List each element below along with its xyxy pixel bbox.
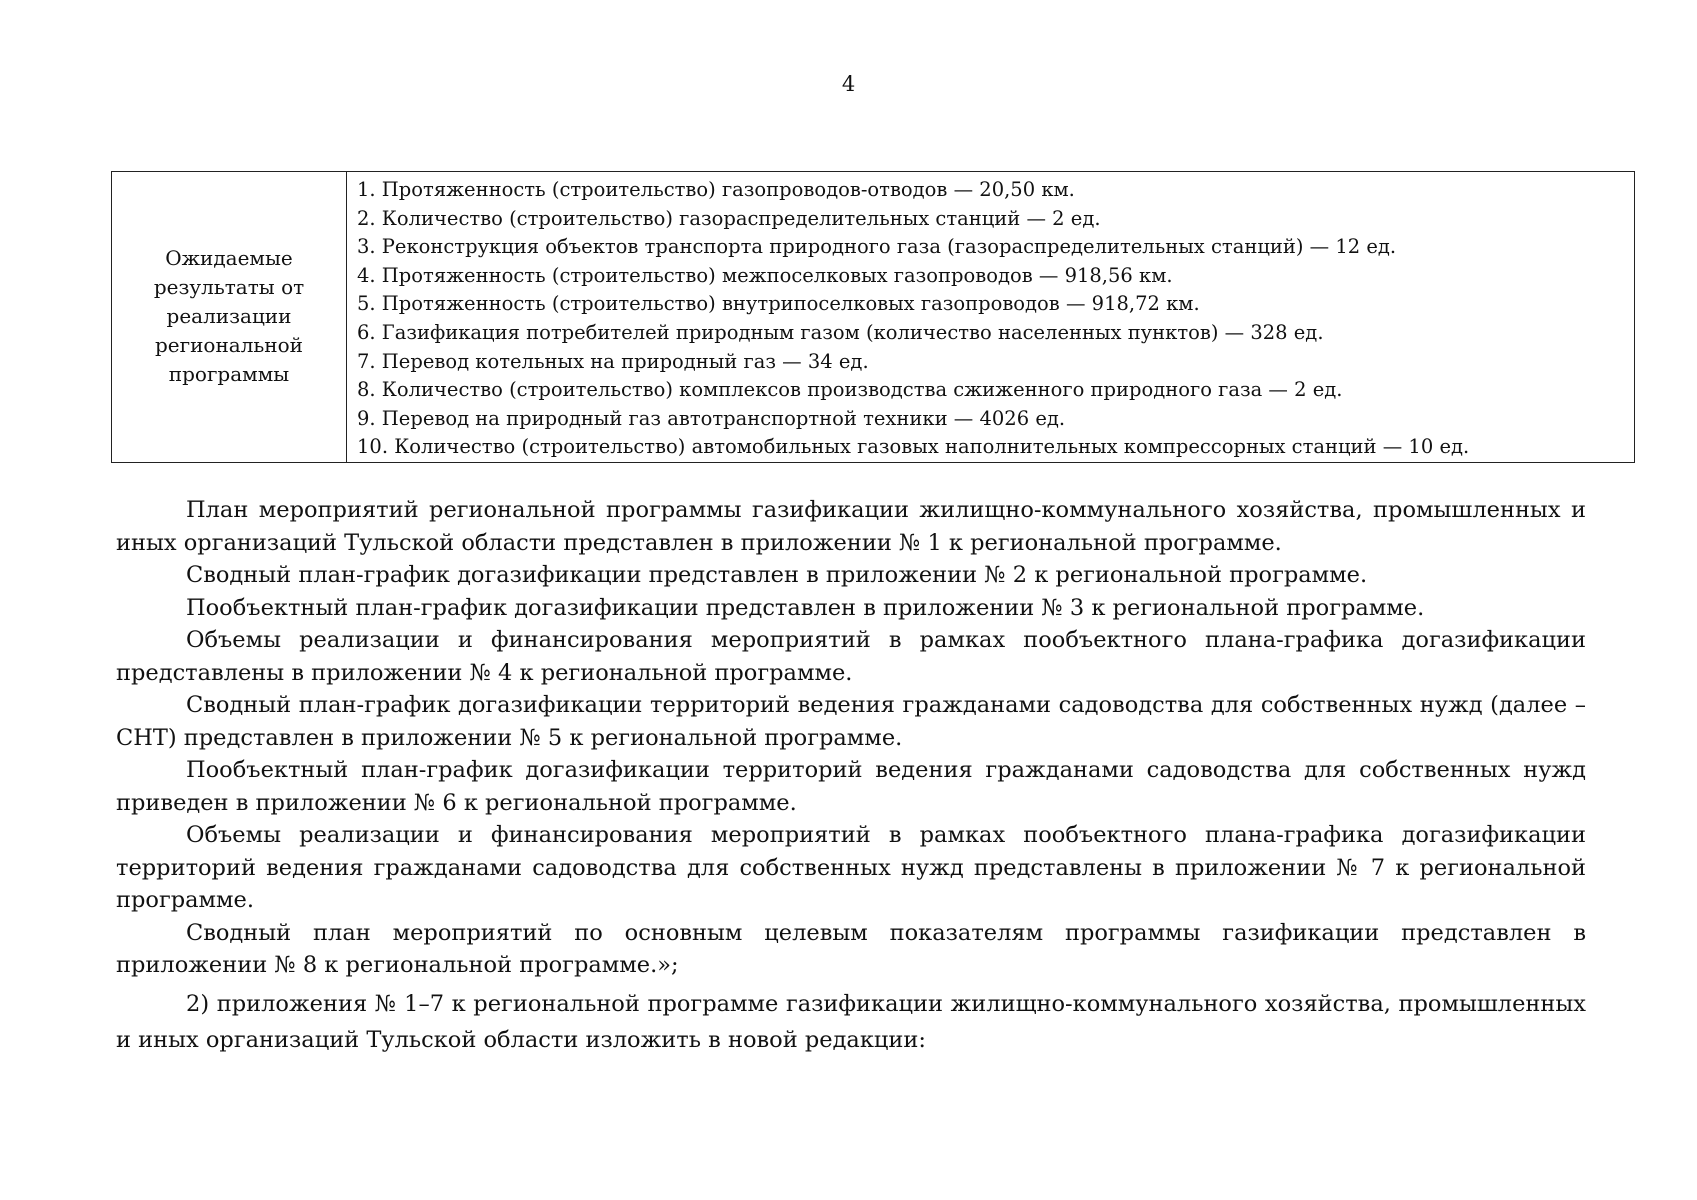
- list-item: 2. Количество (строительство) газораспределительных станций — 2 ед.: [357, 206, 1101, 230]
- page-number: 4: [841, 72, 856, 96]
- paragraph: Пообъектный план-график догазификации представлен в приложении № 3 к региональной программе.: [186, 594, 1425, 621]
- list-item: 3. Реконструкция объектов транспорта природного газа (газораспределительных станций) — 12 ед.: [357, 235, 1397, 259]
- expected-results-table: [111, 171, 1635, 463]
- list-item: 7. Перевод котельных на природный газ — 34 ед.: [357, 349, 869, 373]
- paragraph: Сводный план мероприятий по основным целевым показателям программы газификации представлен в приложении № 8 к региональной программе.»;: [116, 919, 1586, 978]
- paragraph: План мероприятий региональной программы газификации жилищно-коммунального хозяйства, промышленных и иных организаций Тульской области представлен в приложении № 1 к региональной программе.: [116, 497, 1586, 556]
- paragraph: Сводный план-график догазификации территорий ведения гражданами садоводства для собственных нужд (далее – СНТ) представлен в приложении № 5 к региональной программе.: [116, 692, 1586, 751]
- list-item: 4. Протяженность (строительство) межпоселковых газопроводов — 918,56 км.: [357, 263, 1173, 287]
- table-label-cell: Ожидаемые результаты от реализации региональной программы: [112, 172, 347, 463]
- paragraph: 2) приложения № 1–7 к региональной программе газификации жилищно-коммунального хозяйства, промышленных и иных организаций Тульской области изложить в новой редакции:: [116, 990, 1586, 1053]
- paragraph: Сводный план-график догазификации представлен в приложении № 2 к региональной программе.: [186, 562, 1368, 588]
- list-item: 6. Газификация потребителей природным газом (количество населенных пунктов) — 328 ед.: [357, 320, 1324, 344]
- table-results-cell: [347, 172, 1635, 463]
- body-text: [116, 494, 1586, 1058]
- list-item: 1. Протяженность (строительство) газопроводов-отводов — 20,50 км.: [357, 178, 1075, 201]
- list-item: 8. Количество (строительство) комплексов производства сжиженного природного газа — 2 ед.: [357, 378, 1343, 402]
- table-row: [112, 172, 1635, 463]
- results-list: [347, 172, 1634, 462]
- list-item: 9. Перевод на природный газ автотранспортной техники — 4026 ед.: [357, 406, 1066, 430]
- paragraph: Объемы реализации и финансирования мероприятий в рамках пообъектного плана-графика догазификации представлены в приложении № 4 к региональной программе.: [116, 627, 1586, 686]
- list-item: 5. Протяженность (строительство) внутрипоселковых газопроводов — 918,72 км.: [357, 292, 1200, 316]
- paragraph: Объемы реализации и финансирования мероприятий в рамках пообъектного плана-графика догазификации территорий ведения гражданами садоводства для собственных нужд представлены в приложении № 7 к региональной программе.: [116, 822, 1586, 913]
- list-item: 10. Количество (строительство) автомобильных газовых наполнительных компрессорных станций — 10 ед.: [357, 435, 1470, 459]
- paragraph: Пообъектный план-график догазификации территорий ведения гражданами садоводства для собственных нужд приведен в приложении № 6 к региональной программе.: [116, 757, 1586, 816]
